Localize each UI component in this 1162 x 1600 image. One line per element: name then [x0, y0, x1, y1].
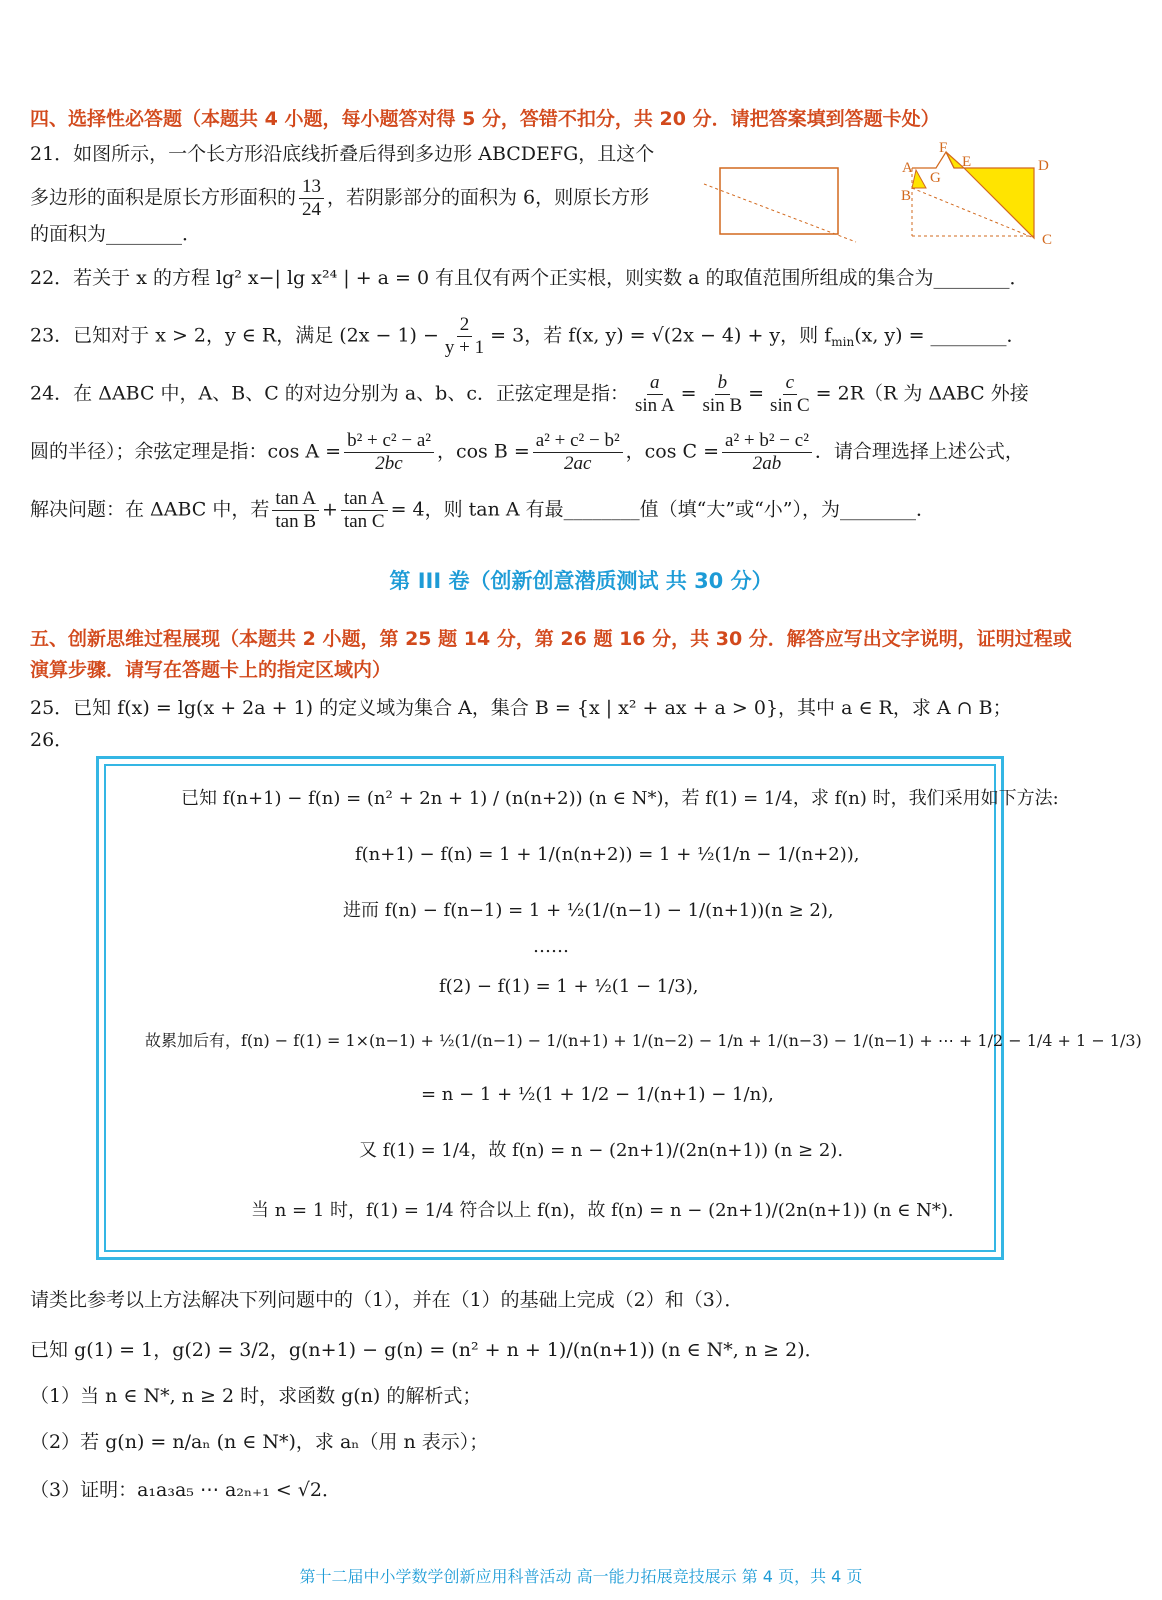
q24-sinA: sin A [634, 394, 675, 416]
q24-cosB-den: 2ac [563, 452, 592, 474]
q26-part-2: （2）若 g(n) = n/aₙ (n ∈ N*)，求 aₙ（用 n 表示）； [30, 1431, 489, 1453]
q21-figure [696, 138, 1066, 248]
box-line-8: 又 f(1) = 1/4，故 f(n) = n − (2n+1)/(2n(n+1)) (n ≥ 2). [359, 1140, 844, 1161]
box-line-5: f(2) − f(1) = 1 + ½(1 − 1/3), [439, 976, 699, 997]
q23-line [30, 314, 1026, 359]
box-line-2: f(n+1) − f(n) = 1 + 1/(n(n+2)) = 1 + ½(1/n − 1/(n+2)), [355, 844, 860, 865]
q21-frac-den: 24 [302, 198, 322, 220]
q24-line-3: 解决问题：在 ΔABC 中，若 $\frac{\text{tan A}}{\text{tan B}}$ + $\frac{\text{tan A}}{\text{tan C}}$ = 4，则 tan A 有最________值（填“大”或“小”），为________． [30, 488, 936, 532]
q24-cosA-num: b² + c² − a² [344, 430, 434, 453]
q26-part-1: （1）当 n ∈ N*, n ≥ 2 时，求函数 g(n) 的解析式； [30, 1385, 482, 1407]
q24-l2a: 圆的半径）；余弦定理是指：cos A = [30, 440, 342, 463]
q24-line-2 [30, 430, 1024, 475]
q24-l2b: ．请合理选择上述公式， [814, 440, 1024, 463]
box-line-3: 进而 f(n) − f(n−1) = 1 + ½(1/(n−1) − 1/(n+1))(n ≥ 2), [343, 900, 834, 921]
page-footer: 第十二届中小学数学创新应用科普活动 高一能力拓展竞技展示 第 4 页，共 4 页 [299, 1567, 863, 1586]
q24-cosA-den: 2bc [375, 452, 403, 474]
label-G: G [930, 170, 941, 186]
q23-sub-min: min [831, 335, 855, 350]
box-line-9: 当 n = 1 时，f(1) = 1/4 符合以上 f(n)，故 f(n) = n − (2n+1)/(2n(n+1)) (n ∈ N*). [251, 1200, 954, 1221]
q24-l1a: 24．在 ΔABC 中，A、B、C 的对边分别为 a、b、c．正弦定理是指： [30, 382, 629, 405]
q24-line-1: 24．在 ΔABC 中，A、B、C 的对边分别为 a、b、c．正弦定理是指： $\frac{a}{\text{sin A}}$ = $\frac{b}{\text{sin B}}$ = $\frac{c}{\text{sin C}}$ = 2R（R 为 ΔABC 外接 [30, 372, 1029, 416]
q21-line-2a: 多边形的面积是原长方形面积的 [30, 186, 297, 209]
folded-top-edge [912, 152, 954, 168]
q24-cosC-frac [722, 430, 812, 475]
q24-cosC-den: 2ab [752, 452, 782, 474]
q24-sa: a [647, 372, 663, 395]
q23-part-c: (x, y) = ________． [854, 324, 1026, 347]
q21-fraction [299, 176, 324, 221]
shaded-region [946, 152, 1034, 238]
q24-t1n: tan A [272, 488, 319, 511]
box-line-1: 已知 f(n+1) − f(n) = (n² + 2n + 1) / (n(n+2)) (n ∈ N*)，若 f(1) = 1/4，求 f(n) 时，我们采用如下方法: [181, 788, 1059, 809]
q26-intro: 请类比参考以上方法解决下列问题中的（1），并在（1）的基础上完成（2）和（3）． [30, 1289, 744, 1311]
q24-sine-c [767, 372, 813, 417]
q23-fraction [442, 314, 487, 359]
section-5-title-line-2: 演算步骤．请写在答题卡上的指定区域内） [30, 659, 392, 681]
q24-cosB-frac [533, 430, 623, 475]
q24-l3b: = 4，则 tan A 有最________值（填“大”或“小”），为________． [390, 498, 936, 521]
part-3-title: 第 III 卷（创新创意潜质测试 共 30 分） [389, 569, 773, 593]
q24-tan-frac-1 [272, 488, 319, 533]
shaded-triangle-small [912, 170, 926, 188]
q26-example-box-inner [104, 764, 996, 1252]
q21-line-2 [30, 176, 649, 221]
q21-line-3: 的面积为________． [30, 223, 202, 245]
q24-t2n: tan A [341, 488, 388, 511]
label-F: F [939, 140, 948, 156]
q26-number: 26． [30, 729, 74, 751]
q24-l3a: 解决问题：在 ΔABC 中，若 [30, 498, 270, 521]
q24-sc: c [783, 372, 797, 395]
q26-part-3: （3）证明：a₁a₃a₅ ⋯ a₂ₙ₊₁ < √2． [30, 1479, 342, 1501]
q22-text: 22．若关于 x 的方程 lg² x−| lg x²⁴ | + a = 0 有且仅有两个正实根，则实数 a 的取值范围所组成的集合为________． [30, 267, 1029, 289]
q24-sinB: sin B [702, 394, 743, 416]
q24-cosC-label: ，cos C = [625, 440, 720, 463]
box-line-4: …… [533, 936, 569, 957]
label-D: D [1038, 158, 1049, 174]
q24-cosA-frac [344, 430, 434, 475]
q24-tan-frac-2 [341, 488, 388, 533]
q24-l1b: = 2R（R 为 ΔABC 外接 [815, 382, 1029, 405]
label-B: B [901, 188, 912, 204]
q21-line-2b: ，若阴影部分的面积为 6，则原长方形 [327, 186, 650, 209]
q24-t1d: tan B [275, 510, 317, 532]
section-5-title-line-1: 五、创新思维过程展现（本题共 2 小题，第 25 题 14 分，第 26 题 16 分，共 30 分．解答应写出文字说明，证明过程或 [30, 628, 1072, 650]
original-rectangle [720, 168, 838, 234]
box-line-7: = n − 1 + ½(1 + 1/2 − 1/(n+1) − 1/n), [421, 1084, 774, 1105]
q23-frac-num: 2 [457, 314, 473, 337]
q25-text: 25．已知 f(x) = lg(x + 2a + 1) 的定义域为集合 A，集合 B = {x | x² + ax + a > 0}，其中 a ∈ R，求 A ∩ B； [30, 697, 1012, 719]
q24-cosC-num: a² + b² − c² [722, 430, 812, 453]
section-4-title: 四、选择性必答题（本题共 4 小题，每小题答对得 5 分，答错不扣分，共 20 分．请把答案填到答题卡处） [30, 108, 940, 130]
label-E: E [962, 154, 972, 170]
q24-cosB-label: ，cos B = [436, 440, 530, 463]
q24-sine-b [700, 372, 746, 417]
q26-given: 已知 g(1) = 1，g(2) = 3/2，g(n+1) − g(n) = (n² + n + 1)/(n(n+1)) (n ∈ N*, n ≥ 2)． [30, 1339, 824, 1361]
q24-sine-a [632, 372, 678, 417]
q24-sinC: sin C [770, 394, 810, 416]
q23-part-a: 23．已知对于 x > 2，y ∈ R，满足 (2x − 1) − [30, 324, 439, 347]
label-C: C [1042, 232, 1053, 248]
box-line-6: 故累加后有，f(n) − f(1) = 1×(n−1) + ½(1/(n−1) − 1/(n+1) + 1/(n−2) − 1/n + 1/(n−3) − 1/(n−1) + ⋯ + 1/2 − 1/4 + 1 − 1/3) [145, 1031, 1142, 1050]
q24-cosB-num: a² + c² − b² [533, 430, 623, 453]
q24-sb: b [715, 372, 731, 395]
q21-line-1: 21．如图所示，一个长方形沿底线折叠后得到多边形 ABCDEFG，且这个 [30, 143, 655, 165]
label-A: A [902, 160, 913, 176]
q26-example-box [96, 756, 1142, 1260]
q24-t2d: tan C [343, 510, 385, 532]
q21-frac-num: 13 [299, 176, 324, 199]
q23-frac-den: y + 1 [444, 336, 485, 358]
q23-part-b: = 3，若 f(x, y) = √(2x − 4) + y，则 f [490, 324, 832, 347]
